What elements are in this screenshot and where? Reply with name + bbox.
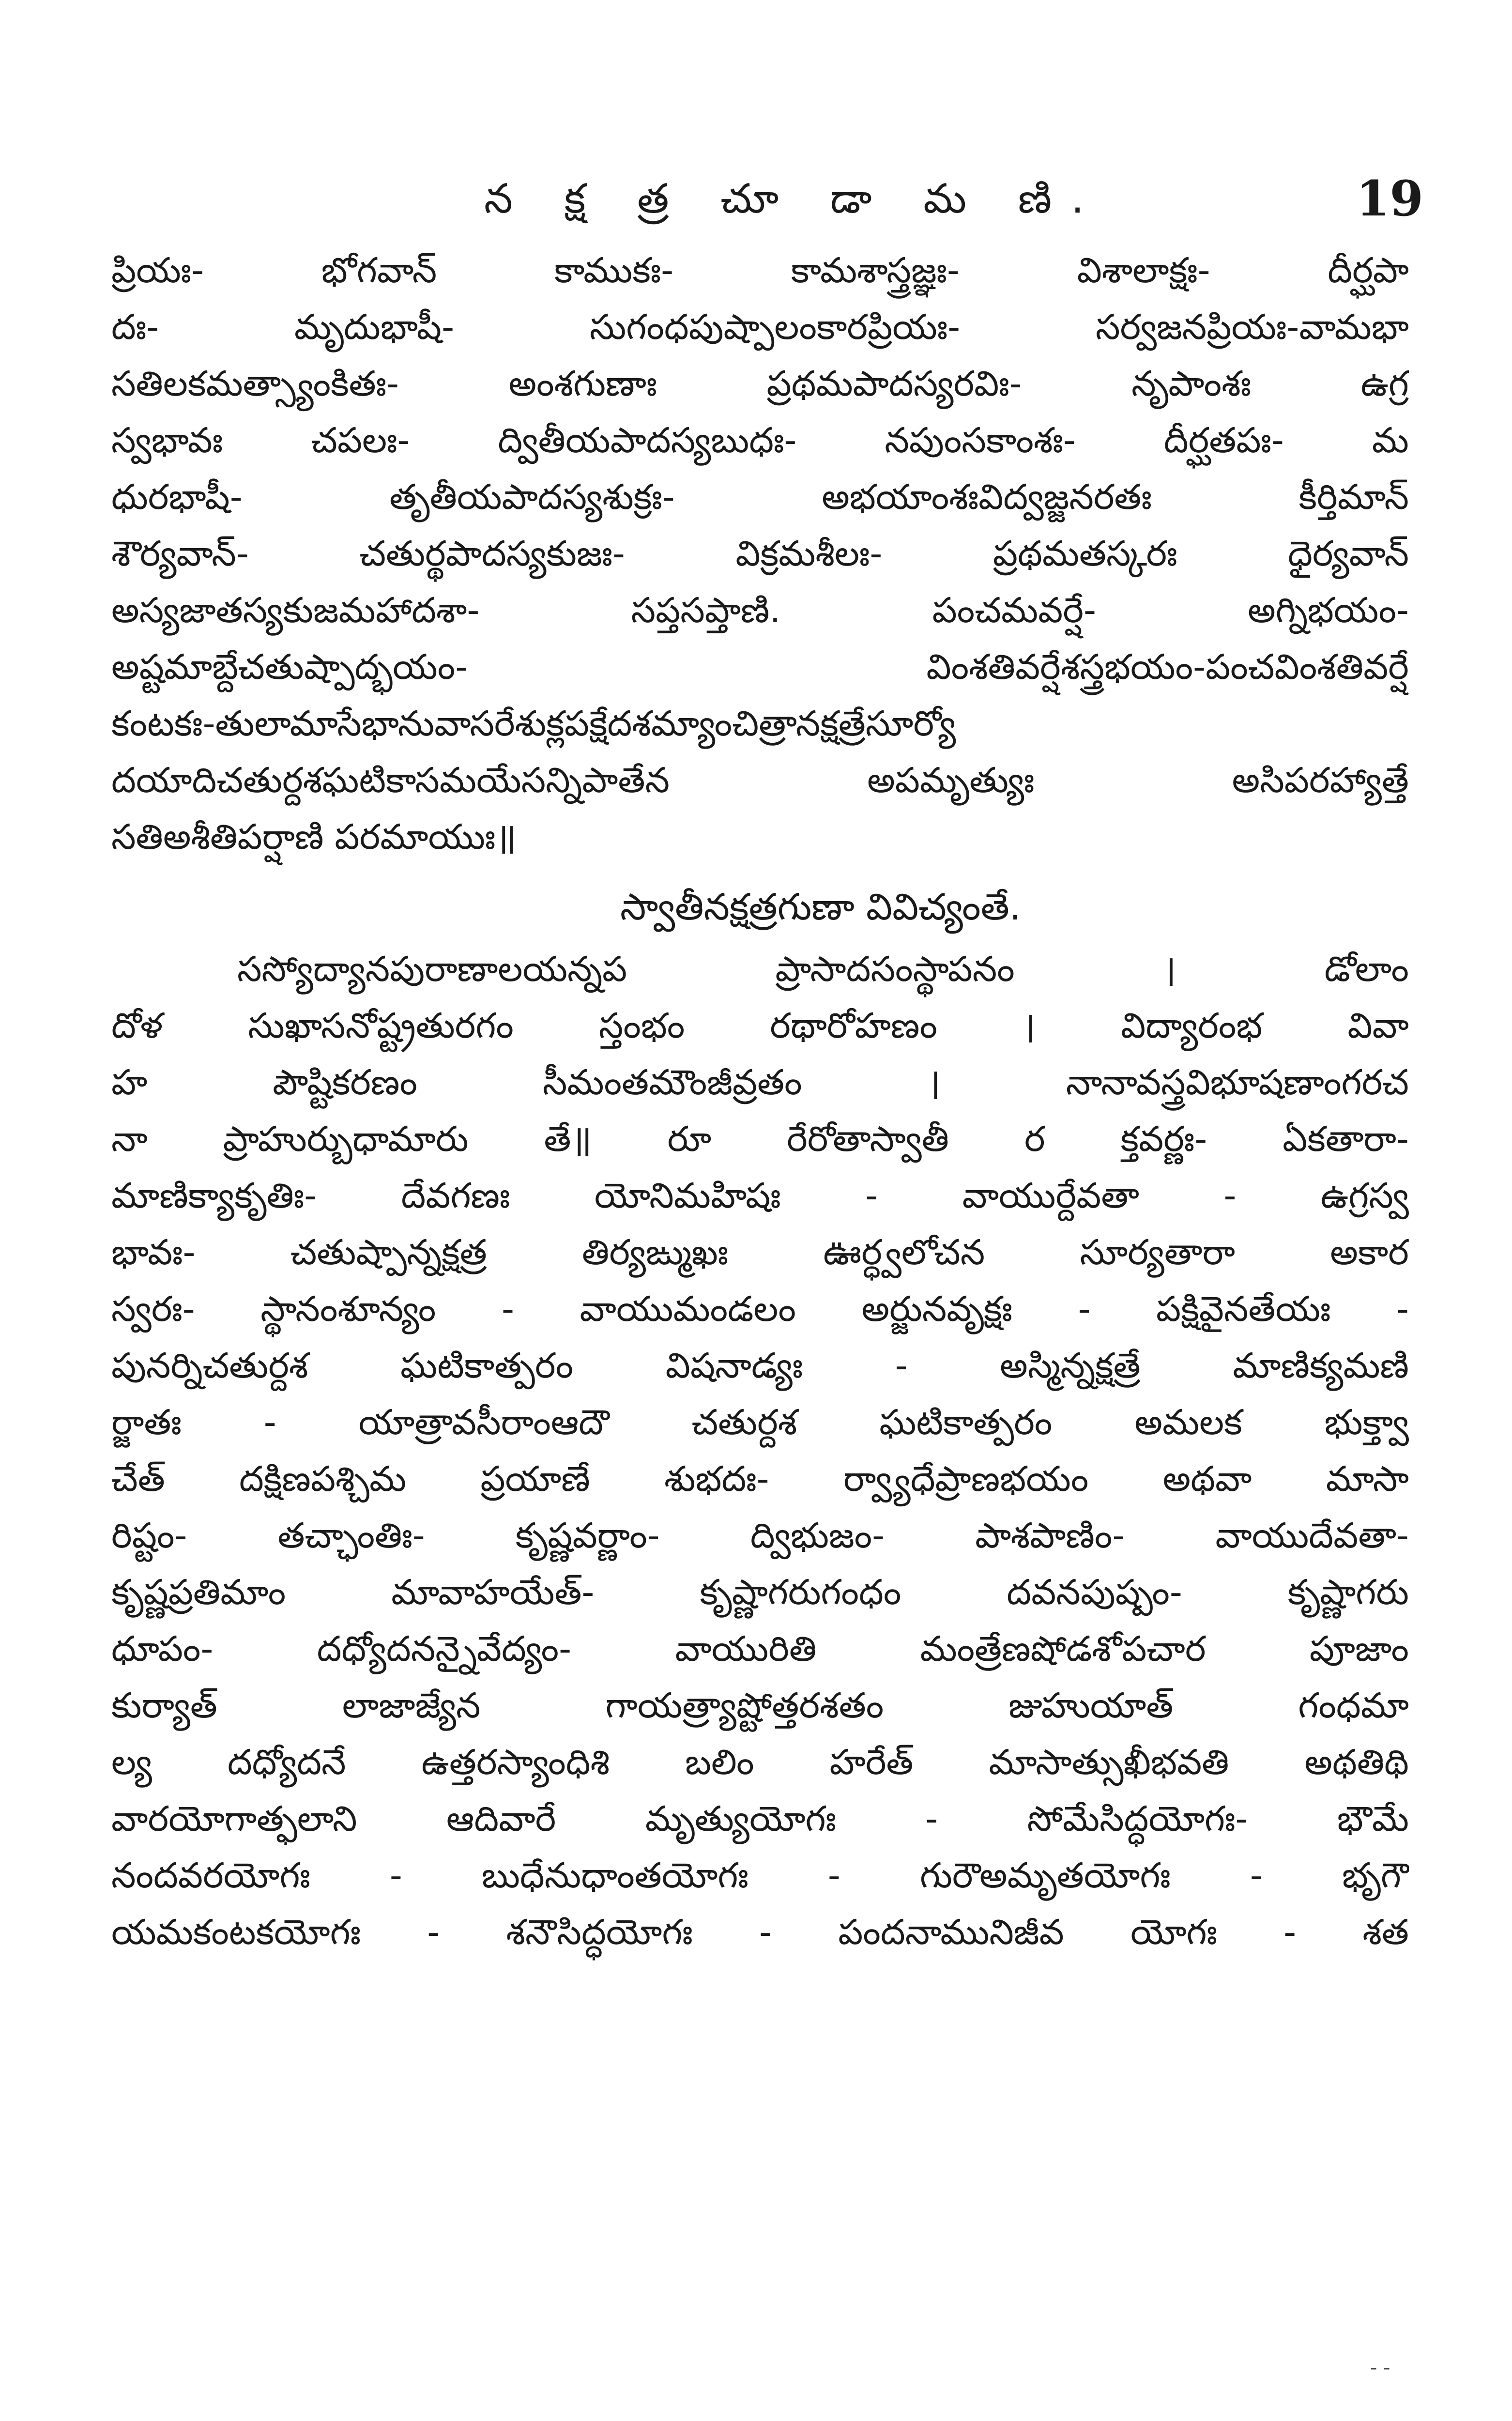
text-line: సస్యోద్యానపురాణాలయన్నప ప్రాసాదసంస్థాపనం । డోలాం [237,949,1409,989]
text-line: మాణిక్యాకృతిః- దేవగణః యోనిమహిషః - వాయుర్దేవతా - ఉగ్రస్వ [111,1175,1409,1216]
text-line: కృష్ణప్రతిమాం మావాహయేత్- కృష్ణాగరుగంధం దవనపుష్పం- కృష్ణాగరు [111,1572,1409,1612]
text-line: దోళ సుఖాసనోష్ట్రతురగం స్తంభం రథారోహణం । విద్యారంభ వివా [111,1005,1409,1046]
text-line: దయాదిచతుర్దశఘటికాసమయేసన్నిపాతేన అపమృత్యుః అసిపరహ్యాత్తే [111,760,1409,800]
running-title: న క్ష త్ర చూ డా మ ణి. [484,175,1103,222]
text-line: భావః- చతుష్పాన్నక్షత్ర తిర్యఙ్ముఖః ఊర్ధ్వలోచన సూర్యతారా అకార [111,1232,1409,1272]
text-line: శౌర్యవాన్- చతుర్థపాదస్యకుజః- విక్రమశీలః- ప్రథమతస్కరః ధైర్యవాన్ [111,533,1409,574]
text-line: కుర్యాత్ లాజాజ్యేన గాయత్ర్యాష్టోత్తరశతం జుహుయాత్ గంధమా [111,1685,1409,1726]
text-line: అస్యజాతస్యకుజమహాదశా- సప్తసప్తాణి. పంచమవర్షే- అగ్నిభయం- [111,590,1409,630]
text-line: అష్టమాబ్దేచతుష్పాద్భయం- వింశతివర్షేశస్త్రభయం-పంచవింశతివర్షే [111,646,1409,687]
text-line: నందవరయోగః - బుధేనుధాంతయోగః - గురౌఅమృతయోగః - భృగౌ [111,1855,1409,1896]
text-line: చేత్ దక్షిణపశ్చిమ ప్రయాణే శుభదః- ర్వ్యాధేప్రాణభయం అథవా మాసా [111,1458,1409,1499]
text-line: ర్జాతః - యాత్రావసీరాంఆదౌ చతుర్దశ ఘటికాత్పరం అమలక భుక్త్వా [111,1402,1409,1442]
text-line: దః- మృదుభాషీ- సుగంధపుష్పాలంకారప్రియః- సర్వజనప్రియః-వామభా [111,306,1409,347]
text-line: ధూపం- దధ్యోదనన్నైవేద్యం- వాయురితి మంత్రేణషోడశోపచార పూజాం [111,1628,1409,1669]
text-line: ప్రియః- భోగవాన్ కాముకః- కామశాస్త్రజ్ఞః- విశాలాక్షః- దీర్ఘపా [111,250,1409,291]
text-line: నా ప్రాహుర్బుధామారు తే॥ రూ రేరోతాస్వాతీ ర క్తవర్ణః- ఏకతారా- [111,1119,1409,1159]
text-line: పునర్నిచతుర్దశ ఘటికాత్పరం విషనాడ్యః - అస్మిన్నక్షత్రే మాణిక్యమణి [111,1345,1409,1386]
text-line: సతిలకమత్స్యాంకితః- అంశగుణాః ప్రథమపాదస్యరవిః- నృపాంశః ఉగ్ర [111,363,1409,404]
text-line: సతిఅశీతిపర్షాణి పరమాయుః॥ [111,816,517,857]
page-number: 19 [1356,170,1423,227]
text-line: యమకంటకయోగః - శనౌసిద్ధయోగః - పందనామునిజీవ యోగః - శత [111,1912,1409,1952]
text-line: కంటకః-తులామాసేభానువాసరేశుక్లపక్షేదశమ్యాంచిత్రానక్షత్రేసూర్యో [111,703,956,744]
paragraph-1 [111,242,1409,865]
text-line: హ పౌష్టికరణం సీమంతమౌంజీవ్రతం । నానావస్త్రవిభూషణాంగరచ [111,1062,1409,1103]
section-heading: స్వాతీనక్షత్రగుణా వివిచ్యంతే. [620,885,1021,928]
text-line: రిష్టం- తచ్ఛాంతిః- కృష్ణవర్ణాం- ద్విభుజం- పాశపాణిం- వాయుదేవతా- [111,1515,1409,1556]
paragraph-2 [111,941,1409,1961]
text-line: స్వభావః చపలః- ద్వితీయపాదస్యబుధః- నపుంసకాంశః- దీర్ఘతపః- మ [111,420,1409,460]
running-header [0,169,1512,228]
text-line: వారయోగాత్ఫలాని ఆదివారే మృత్యుయోగః - సోమేసిద్ధయోగః- భౌమే [111,1798,1409,1839]
text-line: స్వరః- స్థానంశూన్యం - వాయుమండలం అర్జునవృక్షః - పక్షివైనతేయః - [111,1288,1409,1329]
text-line: ధురభాషీ- తృతీయపాదస్యశుక్రః- అభయాంశఃవిద్వజ్జనరతః కీర్తిమాన్ [111,476,1409,517]
text-line: ల్య దధ్యోదనే ఉత్తరస్యాంధిశి బలిం హరేత్ మాసాత్సుఖీభవతి అథతిథి [111,1742,1409,1782]
body-text [111,242,1409,1961]
catchword-mark: - - [1370,2357,1390,2379]
